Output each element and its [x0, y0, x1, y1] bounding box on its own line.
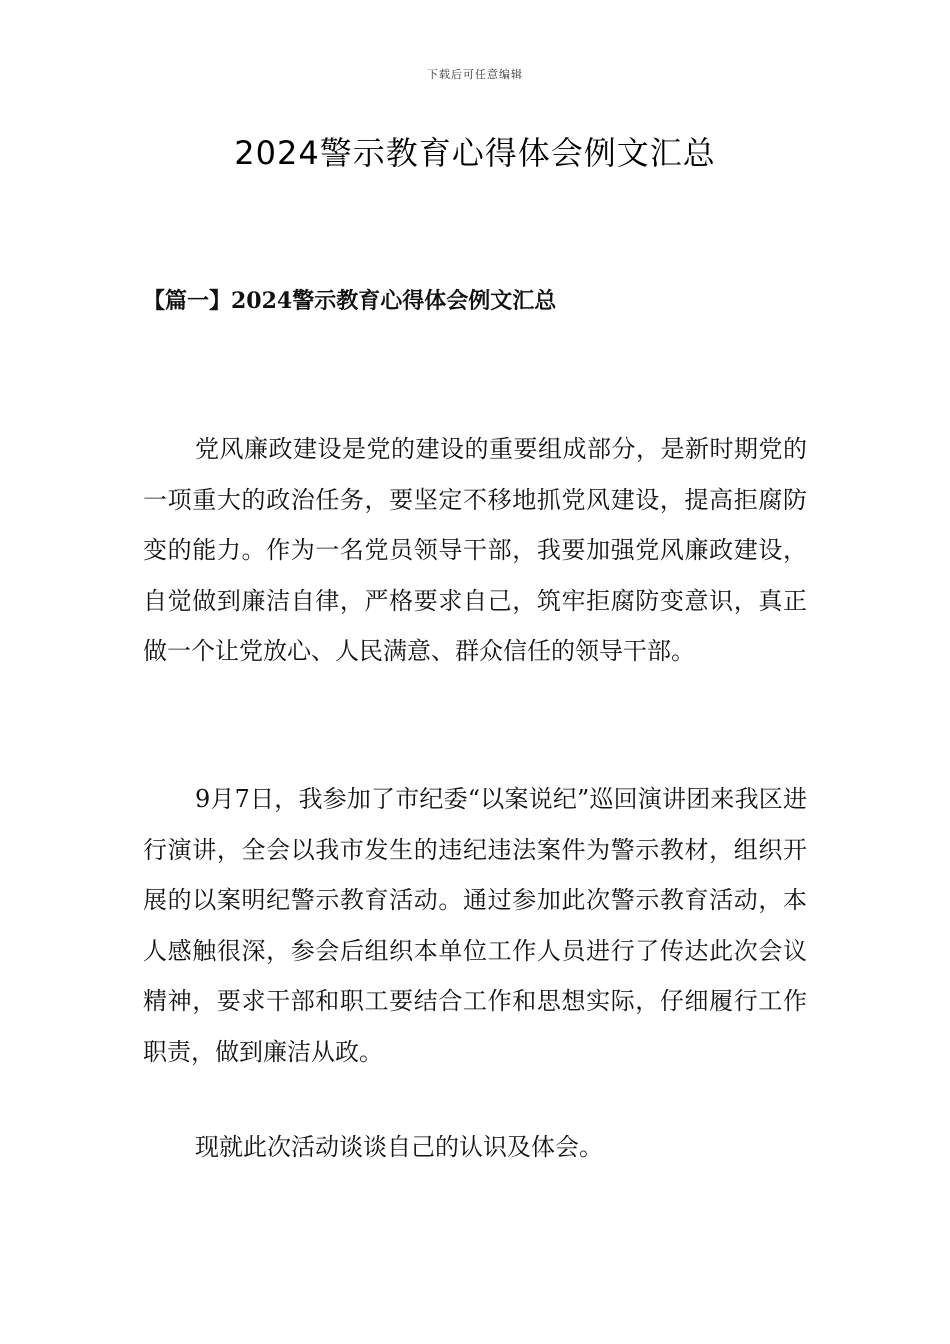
body-paragraph: 9月7日，我参加了市纪委“以案说纪”巡回演讲团来我区进行演讲，全会以我市发生的违纪违法案件为警示教材，组织开展的以案明纪警示教育活动。通过参加此次警示教育活动，本人感触很深，参会后组织本单位工作人员进行了传达此次会议精神，要求干部和职工要结合工作和思想实际，仔细履行工作职责，做到廉洁从政。	[143, 785, 807, 1066]
section-heading: 【篇一】2024警示教育心得体会例文汇总	[143, 288, 557, 314]
header-note: 下载后可任意编辑	[427, 68, 523, 81]
document-title: 2024警示教育心得体会例文汇总	[234, 134, 716, 172]
body-paragraph: 现就此次活动谈谈自己的认识及体会。	[195, 1133, 603, 1161]
body-paragraph: 党风廉政建设是党的建设的重要组成部分，是新时期党的一项重大的政治任务，要坚定不移地抓党风建设，提高拒腐防变的能力。作为一名党员领导干部，我要加强党风廉政建设，自觉做到廉洁自律，严格要求自己，筑牢拒腐防变意识，真正做一个让党放心、人民满意、群众信任的领导干部。	[143, 435, 807, 665]
